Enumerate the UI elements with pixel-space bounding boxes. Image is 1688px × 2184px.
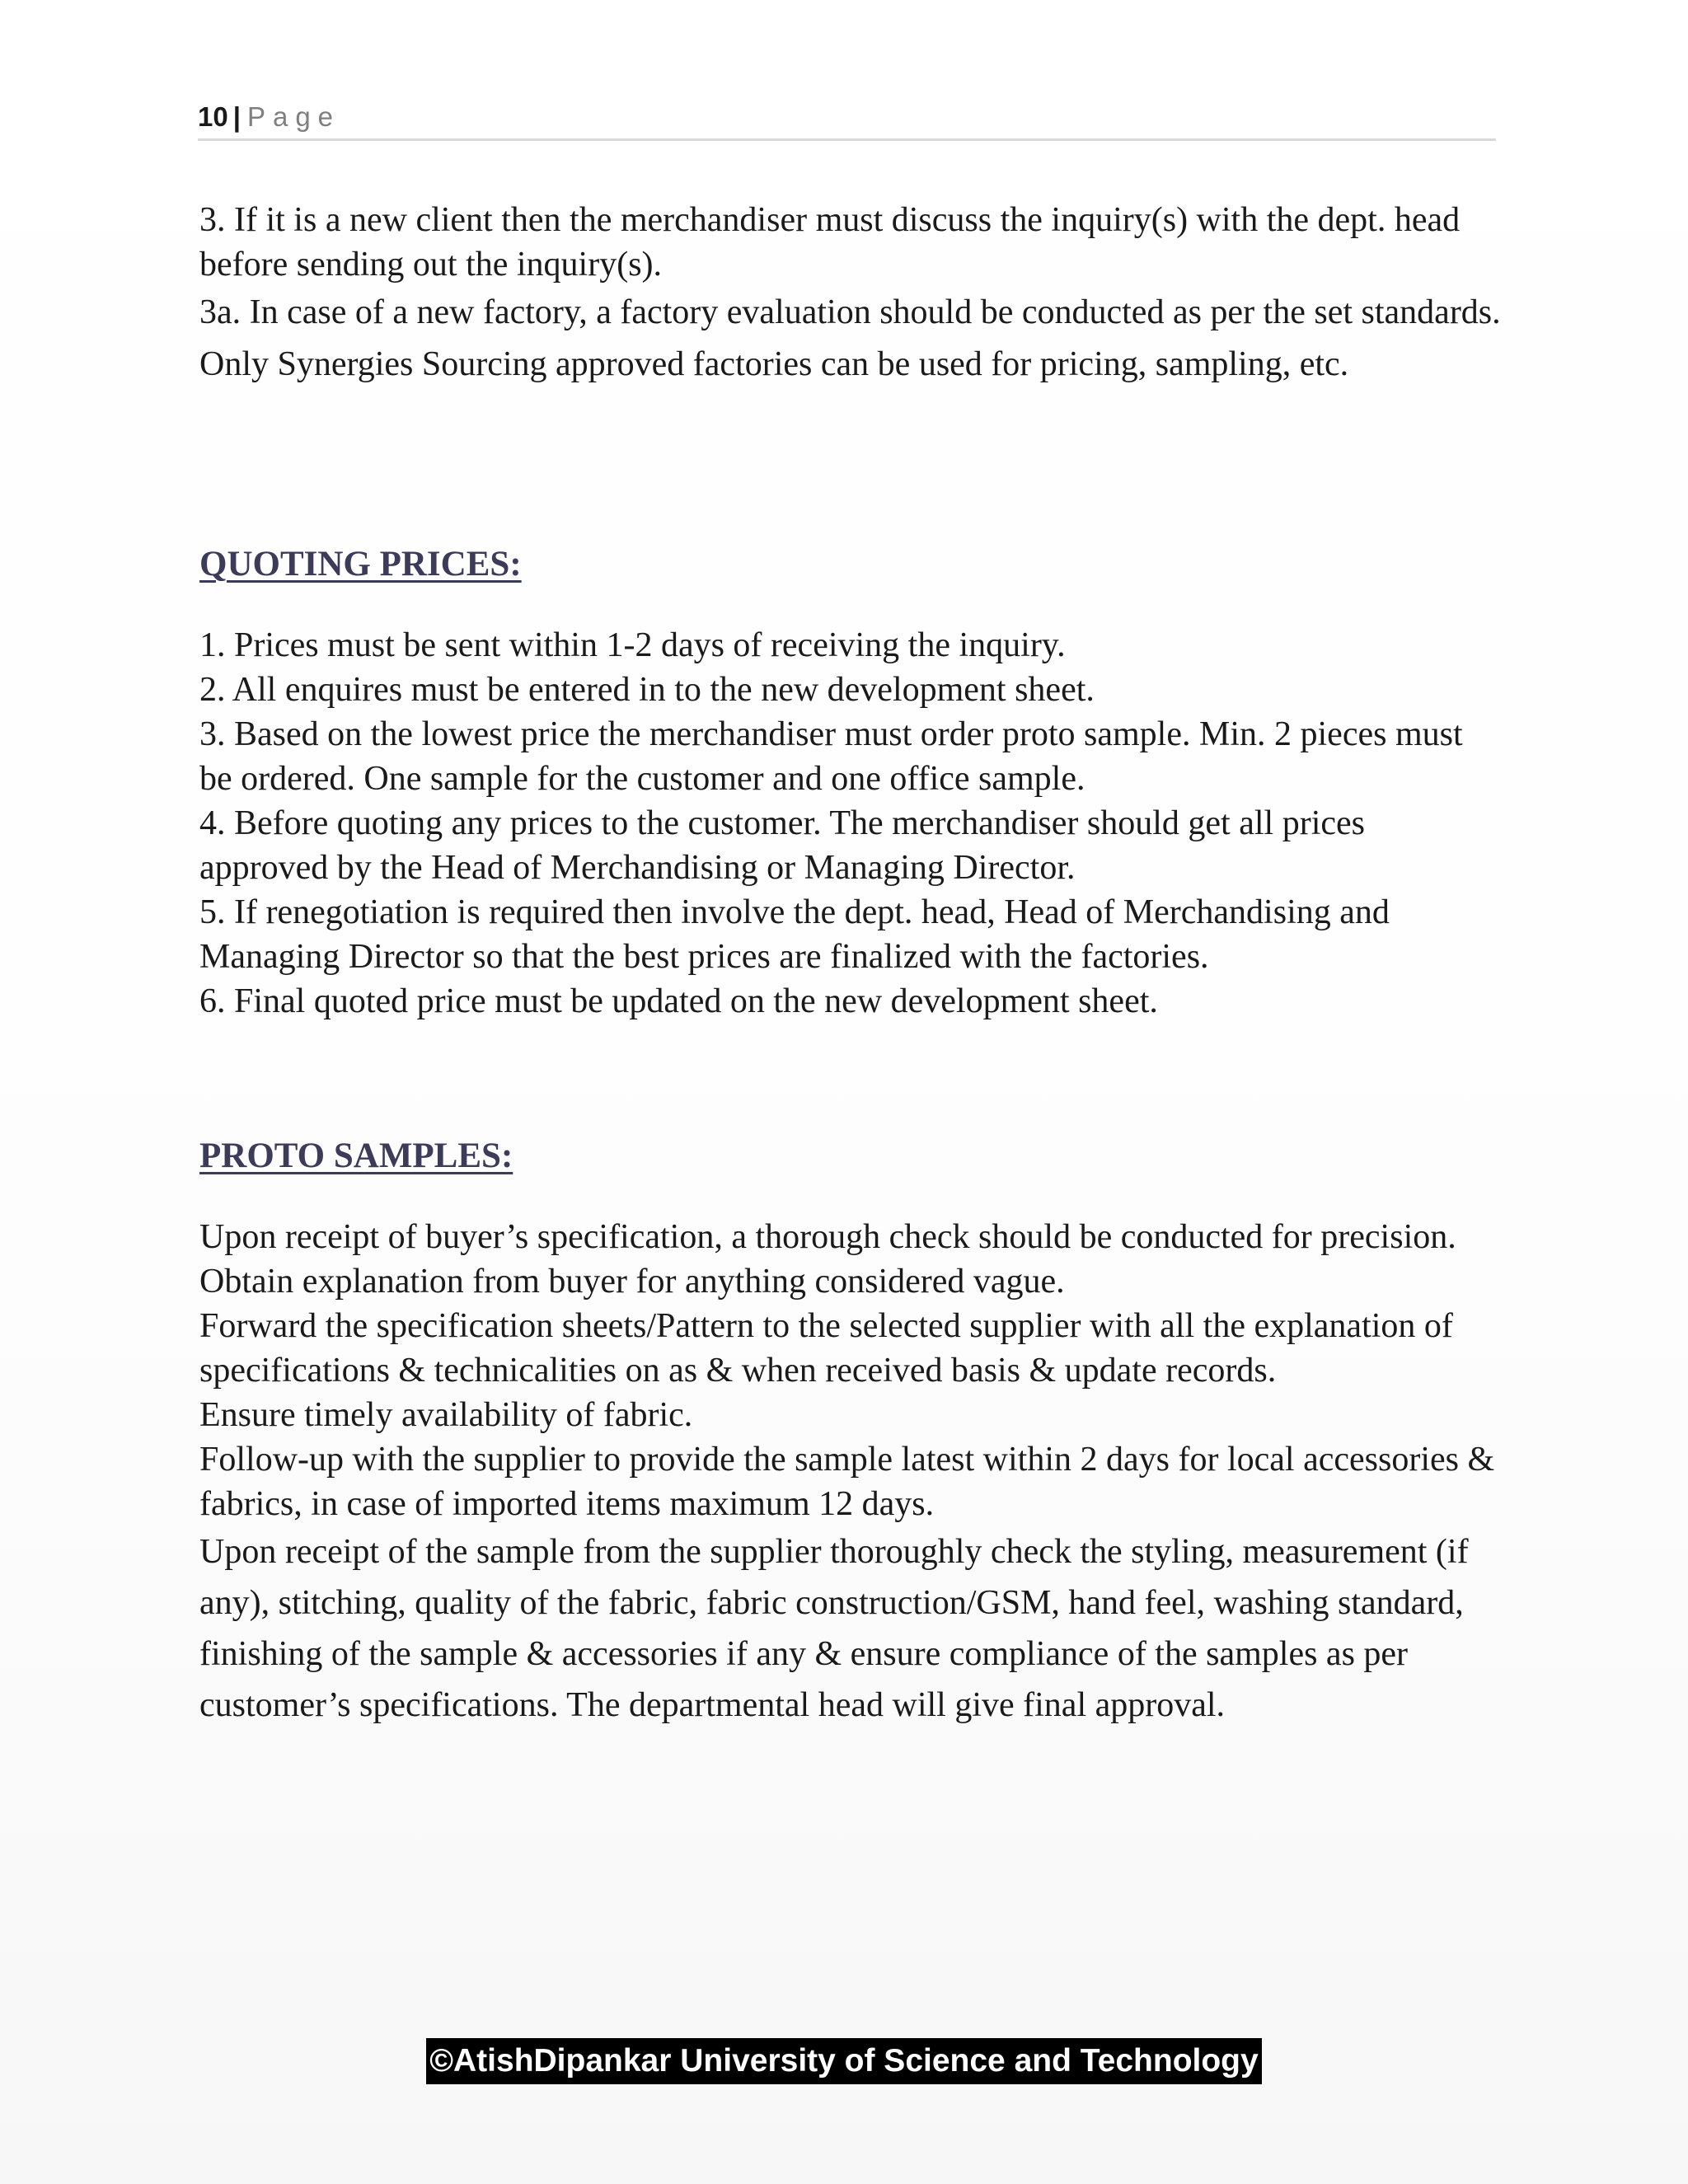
list-item: 2. All enquires must be entered in to the new development sheet.: [199, 671, 1095, 709]
list-item: 5. If renegotiation is required then involve the dept. head, Head of Merchandising and Managing Director so that the best prices are finalized with the factories.: [199, 893, 1390, 976]
proto-paragraph: Ensure timely availability of fabric.: [199, 1396, 693, 1434]
intro-item-3a: 3a. In case of a new factory, a factory evaluation should be conducted as per the set standards. Only Synergies Sourcing approved factories can be used for pricing, sampling, etc.: [199, 293, 1501, 383]
copyright-banner: ©AtishDipankar University of Science and Technology: [426, 2038, 1261, 2084]
page-footer: [0, 2038, 1688, 2084]
quoting-prices-heading: QUOTING PRICES:: [199, 545, 522, 583]
proto-paragraph: Forward the specification sheets/Pattern to the selected supplier with all the explanation of specifications & technicalities on as & when received basis & update records.: [199, 1307, 1453, 1390]
list-item: 6. Final quoted price must be updated on the new development sheet.: [199, 982, 1158, 1020]
page-label: Page: [246, 101, 341, 132]
list-item: 3. Based on the lowest price the merchandiser must order proto sample. Min. 2 pieces must be ordered. One sample for the customer and one office sample.: [199, 715, 1463, 798]
proto-paragraph: Follow-up with the supplier to provide the sample latest within 2 days for local accessories & fabrics, in case of imported items maximum 12 days.: [199, 1441, 1495, 1523]
proto-samples-body: [199, 1215, 1502, 1731]
list-item: 1. Prices must be sent within 1-2 days of receiving the inquiry.: [199, 626, 1066, 664]
intro-item-3: 3. If it is a new client then the merchandiser must discuss the inquiry(s) with the dept. head before sending out the inquiry(s).: [199, 201, 1461, 284]
proto-paragraph: Upon receipt of the sample from the supplier thoroughly check the styling, measurement (if any), stitching, quality of the fabric, fabric construction/GSM, hand feel, washing standard, finishing of the sample & accessories if any & ensure compliance of the samples as per customer’s specifications. The departmental head will give final approval.: [199, 1533, 1469, 1724]
quoting-prices-list: [199, 623, 1502, 1024]
header-separator: |: [232, 101, 241, 132]
proto-samples-heading: PROTO SAMPLES:: [199, 1137, 513, 1175]
page-number: 10: [198, 101, 228, 132]
list-item: 4. Before quoting any prices to the customer. The merchandiser should get all prices approved by the Head of Merchandising or Managing Director.: [199, 804, 1365, 887]
proto-paragraph: Upon receipt of buyer’s specification, a thorough check should be conducted for precision. Obtain explanation from buyer for anything considered vague.: [199, 1218, 1456, 1301]
page-header: [198, 97, 1496, 141]
intro-section: [199, 198, 1502, 391]
